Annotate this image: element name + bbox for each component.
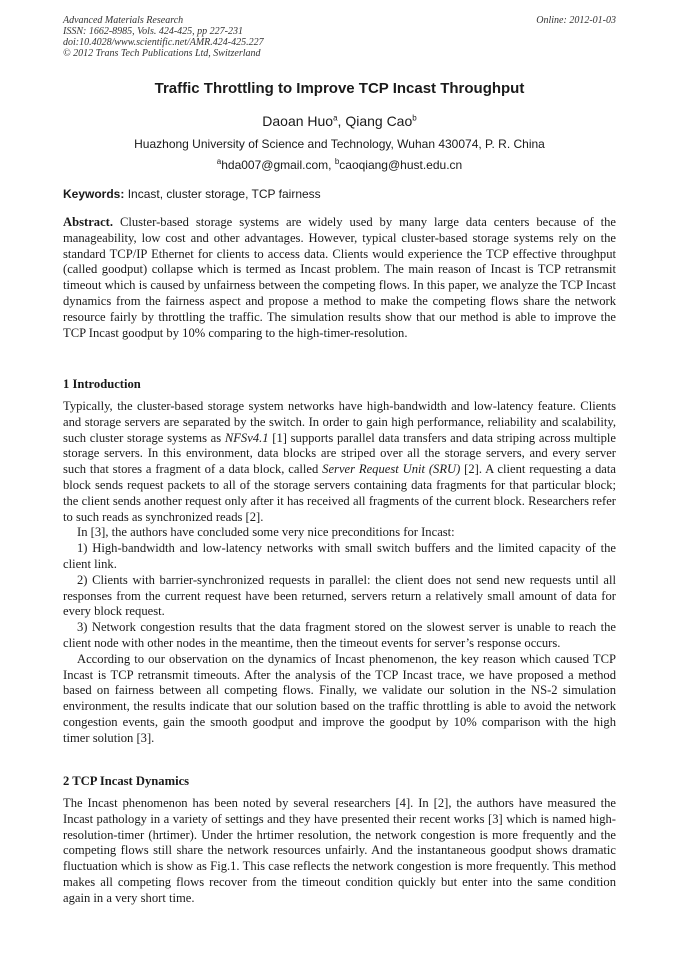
paragraph: In [3], the authors have concluded some very nice preconditions for Incast: bbox=[77, 525, 455, 540]
author-mark: a bbox=[333, 113, 338, 123]
section-tcp-incast-dynamics bbox=[63, 796, 616, 907]
paragraph: The Incast phenomenon has been noted by several researchers [4]. In [2], the authors have measured the Incast pathology in a variety of settings and they have presented their recent works [3] which is named high-resolution-timer (hrtimer). Under the hrtimer resolution, the network congestion is more frequently and the competing flows still share the network resources unfairly. And the instantaneous goodput shows dramatic fluctuation which is show as Fig.1. This case reflects the network congestion is more frequently. This method makes all competing flows recover from the timeout condition quickly but enter into the same condition again in a very short time. bbox=[63, 796, 616, 905]
section-introduction bbox=[63, 399, 616, 747]
email-address: caoqiang@hust.edu.cn bbox=[339, 158, 463, 172]
paragraph: According to our observation on the dynamics of Incast phenomenon, the key reason which caused TCP Incast is TCP retransmit timeouts. After the analysis of the TCP Incast trace, we have proposed a method based on fairness between all competing flows. Finally, we validate our solution in the NS-2 simulation environment, the results indicate that our solution based on the traffic throttling is able to avoid the network congestion events, gain the smooth goodput and improve the goodput by 10% comparison with the high timer solution [3]. bbox=[63, 651, 616, 745]
abstract-text: Cluster-based storage systems are widely used by many large data centers because of the manageability, low cost and other advantages. However, typical cluster-based storage systems rely on the standard TCP/IP Ethernet for clients to access data. Clients would experience the TCP effective throughput (called goodput) collapse which is termed as Incast problem. The main reason of Incast is TCP retransmit timeout which is caused by unfairness between the competing flows. In this paper, we analyze the TCP Incast dynamics from the fairness aspect and propose a method to make the competing flows share the network resource fairly by throttling the traffic. The simulation results show that our method is able to improve the TCP Incast goodput by 10% comparing to the high-timer-resolution. bbox=[63, 215, 616, 340]
paragraph: 2) Clients with barrier-synchronized requests in parallel: the client does not send new requests until all responses from the current request have been returned, servers return a relatively small amount of data for every block request. bbox=[63, 572, 616, 619]
keywords-text: Incast, cluster storage, TCP fairness bbox=[127, 187, 321, 201]
paper-title: Traffic Throttling to Improve TCP Incast Throughput bbox=[154, 80, 525, 97]
copyright-line: © 2012 Trans Tech Publications Ltd, Switzerland bbox=[63, 48, 261, 59]
email-list: $^a$hda007@gmail.com, $^b$caoqiang@hust.edu.cn bbox=[216, 157, 463, 172]
online-date: Online: 2012-01-03 bbox=[536, 15, 616, 26]
text-run: Typically, the cluster-based storage system networks have high-bandwidth and low-latency feature. Clients and storage servers are separated by the switch. In order to gain high performance, reliability and scalability, such cluster storage systems as bbox=[63, 399, 616, 445]
email-address: hda007@gmail.com bbox=[221, 158, 329, 172]
affiliation: Huazhong University of Science and Technology, Wuhan 430074, P. R. China bbox=[134, 137, 545, 151]
author-list: Daoan Huo$^a$, Qiang Cao$^b$ bbox=[262, 113, 417, 129]
abstract-label: Abstract. bbox=[63, 215, 114, 229]
abstract bbox=[63, 215, 616, 341]
text-run: [1] supports parallel data transfers and data striping across multiple storage servers. In this environment, data blocks are striped over all the storage servers, and every server such that stores a fragment of a data block, called bbox=[63, 430, 617, 477]
email-mark: b bbox=[334, 157, 340, 166]
text-run-italic: NFSv4.1 bbox=[224, 430, 269, 445]
text-run-italic: Server Request Unit (SRU) bbox=[322, 462, 461, 477]
keywords bbox=[63, 187, 616, 201]
keywords-label: Keywords: bbox=[63, 187, 125, 201]
publication-header bbox=[63, 15, 616, 59]
text-run: [2]. A client requesting a data block sends request packets to all of the storage servers containing data fragments for that particular block; the client sends another request only after it has received all fragments of the current block. Researchers refer to such reads as synchronized reads [2]. bbox=[63, 462, 616, 524]
email-mark: a bbox=[216, 157, 222, 166]
issn-line: ISSN: 1662-8985, Vols. 424-425, pp 227-231 bbox=[63, 26, 243, 37]
paragraph: 1) High-bandwidth and low-latency networks with small switch buffers and the limited capacity of the client link. bbox=[63, 541, 616, 571]
author-name: Qiang Cao bbox=[345, 113, 413, 129]
paragraph: 3) Network congestion results that the data fragment stored on the slowest server is unable to reach the client node with other nodes in the meantime, then the timeout events for server’s response occurs. bbox=[63, 620, 616, 650]
doi-line: doi:10.4028/www.scientific.net/AMR.424-425.227 bbox=[63, 37, 264, 48]
author-mark: b bbox=[412, 113, 417, 123]
section-heading-tcp-incast-dynamics: 2 TCP Incast Dynamics bbox=[63, 774, 190, 788]
author-name: Daoan Huo bbox=[262, 113, 334, 129]
paragraph bbox=[63, 399, 616, 525]
section-heading-introduction: 1 Introduction bbox=[63, 377, 141, 391]
journal-name: Advanced Materials Research bbox=[63, 15, 184, 26]
